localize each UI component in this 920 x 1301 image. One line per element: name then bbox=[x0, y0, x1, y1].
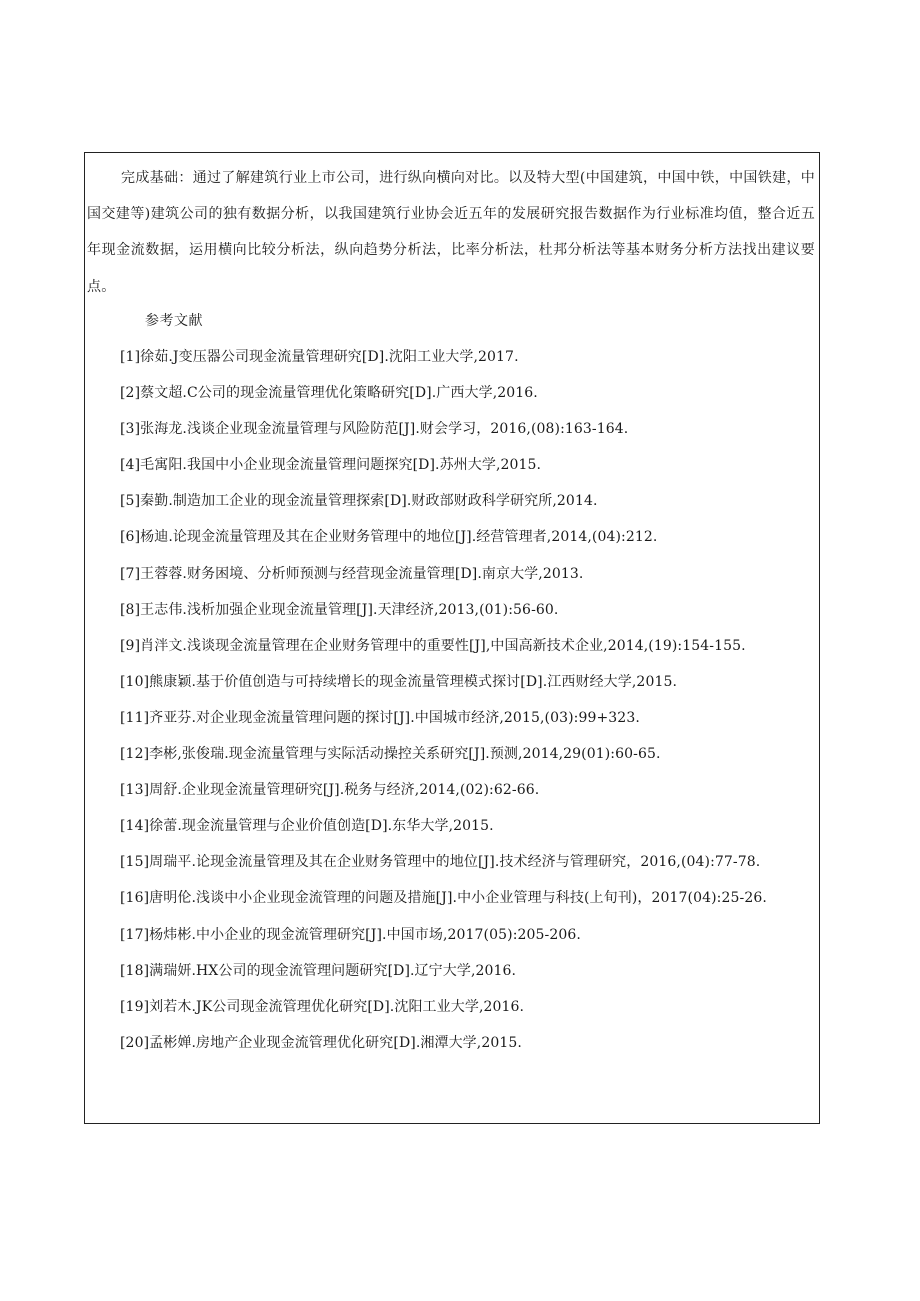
reference-item: [13]周舒.企业现金流量管理研究[J].税务与经济,2014,(02):62-66. bbox=[120, 782, 540, 799]
reference-item: [5]秦勤.制造加工企业的现金流量管理探索[D].财政部财政科学研究所,2014. bbox=[120, 493, 598, 510]
reference-item: [12]李彬,张俊瑞.现金流量管理与实际活动操控关系研究[J].预测,2014,29(01):60-65. bbox=[120, 746, 661, 763]
reference-item: [20]孟彬婵.房地产企业现金流管理优化研究[D].湘潭大学,2015. bbox=[120, 1034, 522, 1051]
reference-item: [7]王蓉蓉.财务困境、分析师预测与经营现金流量管理[D].南京大学,2013. bbox=[120, 565, 584, 582]
reference-item: [19]刘若木.JK公司现金流管理优化研究[D].沈阳工业大学,2016. bbox=[120, 998, 525, 1015]
reference-item: [18]满瑞妍.HX公司的现金流管理问题研究[D].辽宁大学,2016. bbox=[120, 962, 517, 979]
reference-item: [2]蔡文超.C公司的现金流量管理优化策略研究[D].广西大学,2016. bbox=[120, 385, 538, 402]
reference-item: [8]王志伟.浅析加强企业现金流量管理[J].天津经济,2013,(01):56-60. bbox=[120, 601, 559, 618]
reference-item: [10]熊康颖.基于价值创造与可持续增长的现金流量管理模式探讨[D].江西财经大学,2015. bbox=[120, 673, 678, 690]
reference-item: [4]毛寓阳.我国中小企业现金流量管理问题探究[D].苏州大学,2015. bbox=[120, 457, 542, 474]
reference-item: [14]徐蕾.现金流量管理与企业价值创造[D].东华大学,2015. bbox=[120, 818, 494, 835]
completion-basis-paragraph: 完成基础：通过了解建筑行业上市公司，进行纵向横向对比。以及特大型(中国建筑，中国中铁，中国铁建，中国交建等)建筑公司的独有数据分析，以我国建筑行业协会近五年的发展研究报告数据作为行业标准均值，整合近五年现金流数据，运用横向比较分析法，纵向趋势分析法，比率分析法，杜邦分析法等基本财务分析方法找出建议要点。 bbox=[87, 170, 815, 295]
reference-list bbox=[87, 339, 813, 1061]
content-frame bbox=[84, 152, 820, 1124]
reference-item: [1]徐茹.J变压器公司现金流量管理研究[D].沈阳工业大学,2017. bbox=[120, 349, 519, 365]
reference-item: [15]周瑞平.论现金流量管理及其在企业财务管理中的地位[J].技术经济与管理研究，2016,(04):77-78. bbox=[120, 854, 761, 871]
reference-item: [16]唐明伦.浅谈中小企业现金流管理的问题及措施[J].中小企业管理与科技(上旬刊)，2017(04):25-26. bbox=[120, 890, 767, 907]
reference-item: [3]张海龙.浅谈企业现金流量管理与风险防范[J].财会学习，2016,(08):163-164. bbox=[120, 421, 629, 438]
reference-item: [11]齐亚芬.对企业现金流量管理问题的探讨[J].中国城市经济,2015,(03):99+323. bbox=[120, 709, 640, 726]
reference-item: [9]肖泮文.浅谈现金流量管理在企业财务管理中的重要性[J],中国高新技术企业,2014,(19):154-155. bbox=[120, 637, 746, 654]
references-heading: 参考文献 bbox=[145, 313, 203, 329]
reference-item: [6]杨迪.论现金流量管理及其在企业财务管理中的地位[J].经营管理者,2014,(04):212. bbox=[120, 529, 658, 546]
reference-item: [17]杨炜彬.中小企业的现金流管理研究[J].中国市场,2017(05):205-206. bbox=[120, 926, 581, 943]
